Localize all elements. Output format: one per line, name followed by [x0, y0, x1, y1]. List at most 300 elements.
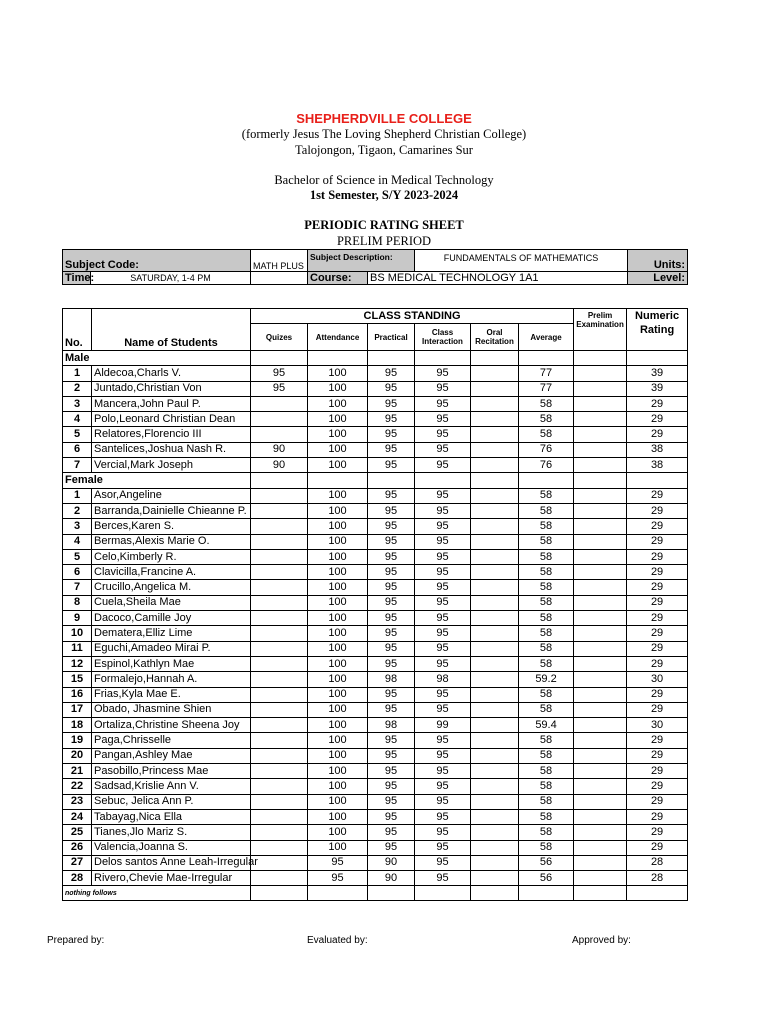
student-name: Clavicilla,Francine A. [92, 565, 251, 580]
period-title: PRELIM PERIOD [336, 234, 432, 248]
student-row [63, 718, 688, 733]
prelim-exam-cell [574, 825, 627, 840]
class-interaction-cell: 95 [415, 381, 471, 396]
average-cell: 58 [519, 779, 574, 794]
level-label: Level: [628, 272, 688, 285]
average-cell: 58 [519, 748, 574, 763]
prelim-exam-cell [574, 549, 627, 564]
average-cell: 76 [519, 442, 574, 457]
prelim-exam-cell [574, 672, 627, 687]
oral-recitation-cell [471, 702, 519, 717]
student-number: 23 [63, 794, 92, 809]
attendance-cell: 100 [308, 702, 368, 717]
student-row [63, 809, 688, 824]
student-name: Sebuc, Jelica Ann P. [92, 794, 251, 809]
average-cell: 58 [519, 809, 574, 824]
quiz-cell: 90 [251, 458, 308, 473]
oral-recitation-cell [471, 626, 519, 641]
oral-recitation-cell [471, 534, 519, 549]
quiz-cell: 90 [251, 442, 308, 457]
student-row [63, 534, 688, 549]
average-cell: 58 [519, 595, 574, 610]
student-number: 1 [63, 366, 92, 381]
prelim-exam-cell [574, 641, 627, 656]
student-number: 27 [63, 855, 92, 870]
practical-cell: 95 [368, 656, 415, 671]
oral-recitation-cell [471, 519, 519, 534]
quiz-cell [251, 641, 308, 656]
quiz-cell [251, 534, 308, 549]
numeric-rating-cell: 29 [627, 611, 688, 626]
student-number: 9 [63, 611, 92, 626]
quiz-cell [251, 718, 308, 733]
prelim-exam-cell [574, 779, 627, 794]
student-row [63, 565, 688, 580]
prelim-exam-cell [574, 748, 627, 763]
quiz-cell [251, 779, 308, 794]
quiz-cell: 95 [251, 366, 308, 381]
units-label: Units: [628, 250, 688, 272]
practical-cell: 95 [368, 565, 415, 580]
student-name: Frias,Kyla Mae E. [92, 687, 251, 702]
attendance-cell: 100 [308, 442, 368, 457]
student-name: Eguchi,Amadeo Mirai P. [92, 641, 251, 656]
prelim-exam-cell [574, 458, 627, 473]
student-row [63, 702, 688, 717]
practical-cell: 95 [368, 442, 415, 457]
prelim-exam-cell [574, 503, 627, 518]
numeric-rating-cell: 29 [627, 519, 688, 534]
class-interaction-cell: 95 [415, 871, 471, 886]
practical-cell: 95 [368, 611, 415, 626]
oral-recitation-cell [471, 641, 519, 656]
student-row [63, 871, 688, 886]
average-cell: 58 [519, 565, 574, 580]
average-cell: 59.4 [519, 718, 574, 733]
quiz-cell [251, 855, 308, 870]
subject-description-label: Subject Description: [308, 250, 415, 272]
practical-cell: 95 [368, 641, 415, 656]
average-cell: 58 [519, 412, 574, 427]
quiz-cell [251, 519, 308, 534]
numeric-rating-cell: 29 [627, 779, 688, 794]
prelim-exam-cell [574, 580, 627, 595]
quiz-cell [251, 580, 308, 595]
numeric-rating-cell: 29 [627, 488, 688, 503]
class-interaction-cell: 95 [415, 534, 471, 549]
student-row [63, 840, 688, 855]
attendance-cell: 100 [308, 488, 368, 503]
student-name: Santelices,Joshua Nash R. [92, 442, 251, 457]
class-interaction-cell: 95 [415, 503, 471, 518]
attendance-cell: 100 [308, 366, 368, 381]
student-number: 2 [63, 503, 92, 518]
student-name: Pasobillo,Princess Mae [92, 764, 251, 779]
prelim-exam-cell [574, 442, 627, 457]
student-row [63, 412, 688, 427]
student-row [63, 442, 688, 457]
numeric-rating-cell: 29 [627, 809, 688, 824]
oral-recitation-cell [471, 565, 519, 580]
numeric-rating-cell: 29 [627, 595, 688, 610]
student-name: Celo,Kimberly R. [92, 549, 251, 564]
average-cell: 58 [519, 656, 574, 671]
student-name: Pangan,Ashley Mae [92, 748, 251, 763]
practical-cell: 95 [368, 381, 415, 396]
student-name: Crucillo,Angelica M. [92, 580, 251, 595]
attendance-cell: 100 [308, 381, 368, 396]
class-interaction-cell: 95 [415, 733, 471, 748]
average-cell: 58 [519, 503, 574, 518]
student-number: 24 [63, 809, 92, 824]
practical-cell: 95 [368, 595, 415, 610]
average-cell: 58 [519, 687, 574, 702]
class-interaction-cell: 95 [415, 366, 471, 381]
col-numeric-rating-header: Numeric Rating [627, 309, 688, 351]
class-interaction-cell: 95 [415, 458, 471, 473]
student-name: Dematera,Elliz Lime [92, 626, 251, 641]
numeric-rating-cell: 29 [627, 702, 688, 717]
prelim-exam-cell [574, 871, 627, 886]
student-row [63, 458, 688, 473]
quiz-cell [251, 702, 308, 717]
numeric-rating-cell: 30 [627, 718, 688, 733]
attendance-cell: 100 [308, 656, 368, 671]
student-name: Valencia,Joanna S. [92, 840, 251, 855]
numeric-rating-cell: 29 [627, 565, 688, 580]
practical-cell: 95 [368, 702, 415, 717]
numeric-rating-cell: 29 [627, 840, 688, 855]
prelim-exam-cell [574, 687, 627, 702]
col-no-header: No. [63, 309, 92, 351]
numeric-rating-cell: 29 [627, 534, 688, 549]
student-row [63, 825, 688, 840]
practical-cell: 95 [368, 626, 415, 641]
practical-cell: 95 [368, 534, 415, 549]
col-prelim-exam-header: Prelim Examination [574, 309, 627, 351]
student-number: 28 [63, 871, 92, 886]
nothing-follows-note: nothing follows [63, 886, 251, 901]
practical-cell: 98 [368, 718, 415, 733]
class-interaction-cell: 95 [415, 840, 471, 855]
attendance-cell: 100 [308, 611, 368, 626]
student-number: 4 [63, 412, 92, 427]
numeric-rating-cell: 29 [627, 748, 688, 763]
student-row [63, 626, 688, 641]
quiz-cell [251, 427, 308, 442]
numeric-rating-cell: 39 [627, 381, 688, 396]
attendance-cell: 100 [308, 503, 368, 518]
numeric-rating-cell: 29 [627, 733, 688, 748]
average-cell: 58 [519, 794, 574, 809]
student-name: Relatores,Florencio III [92, 427, 251, 442]
quiz-cell [251, 871, 308, 886]
oral-recitation-cell [471, 580, 519, 595]
oral-recitation-cell [471, 672, 519, 687]
numeric-rating-cell: 39 [627, 366, 688, 381]
quiz-cell [251, 656, 308, 671]
average-cell: 58 [519, 764, 574, 779]
quiz-cell [251, 412, 308, 427]
class-interaction-cell: 95 [415, 656, 471, 671]
student-number: 6 [63, 565, 92, 580]
attendance-cell: 100 [308, 733, 368, 748]
prelim-exam-cell [574, 381, 627, 396]
student-number: 20 [63, 748, 92, 763]
practical-cell: 95 [368, 825, 415, 840]
class-interaction-cell: 95 [415, 748, 471, 763]
time-value: SATURDAY, 1-4 PM [91, 272, 251, 285]
student-row [63, 396, 688, 411]
prelim-exam-cell [574, 840, 627, 855]
numeric-rating-cell: 38 [627, 458, 688, 473]
average-cell: 77 [519, 381, 574, 396]
numeric-rating-cell: 29 [627, 549, 688, 564]
average-cell: 58 [519, 488, 574, 503]
quiz-cell [251, 565, 308, 580]
student-name: Paga,Chrisselle [92, 733, 251, 748]
attendance-cell: 100 [308, 396, 368, 411]
oral-recitation-cell [471, 595, 519, 610]
approved-by-label: Approved by: [572, 935, 631, 946]
class-interaction-cell: 95 [415, 626, 471, 641]
practical-cell: 95 [368, 427, 415, 442]
attendance-cell: 100 [308, 687, 368, 702]
grades-table [62, 308, 688, 901]
class-standing-header: CLASS STANDING [251, 309, 574, 324]
average-cell: 58 [519, 534, 574, 549]
student-number: 5 [63, 549, 92, 564]
student-number: 5 [63, 427, 92, 442]
practical-cell: 95 [368, 779, 415, 794]
student-name: Dacoco,Camille Joy [92, 611, 251, 626]
numeric-rating-cell: 30 [627, 672, 688, 687]
attendance-cell: 100 [308, 534, 368, 549]
average-cell: 58 [519, 580, 574, 595]
student-row [63, 549, 688, 564]
student-number: 18 [63, 718, 92, 733]
col-practical-header: Practical [368, 324, 415, 351]
oral-recitation-cell [471, 381, 519, 396]
prelim-exam-cell [574, 764, 627, 779]
numeric-rating-cell: 29 [627, 794, 688, 809]
class-interaction-cell: 95 [415, 396, 471, 411]
oral-recitation-cell [471, 412, 519, 427]
col-oral-recitation-header: Oral Recitation [471, 324, 519, 351]
practical-cell: 95 [368, 366, 415, 381]
oral-recitation-cell [471, 366, 519, 381]
oral-recitation-cell [471, 855, 519, 870]
student-name: Vercial,Mark Joseph [92, 458, 251, 473]
oral-recitation-cell [471, 396, 519, 411]
prelim-exam-cell [574, 611, 627, 626]
oral-recitation-cell [471, 503, 519, 518]
student-number: 8 [63, 595, 92, 610]
average-cell: 58 [519, 611, 574, 626]
student-number: 7 [63, 580, 92, 595]
program-name: Bachelor of Science in Medical Technology [274, 173, 494, 187]
numeric-rating-cell: 29 [627, 687, 688, 702]
prelim-exam-cell [574, 656, 627, 671]
oral-recitation-cell [471, 779, 519, 794]
attendance-cell: 100 [308, 840, 368, 855]
numeric-rating-cell: 38 [627, 442, 688, 457]
prelim-exam-cell [574, 626, 627, 641]
student-number: 2 [63, 381, 92, 396]
average-cell: 56 [519, 855, 574, 870]
attendance-cell: 100 [308, 519, 368, 534]
student-name: Sadsad,Krislie Ann V. [92, 779, 251, 794]
practical-cell: 95 [368, 396, 415, 411]
attendance-cell: 100 [308, 458, 368, 473]
class-interaction-cell: 95 [415, 611, 471, 626]
practical-cell: 95 [368, 840, 415, 855]
student-number: 6 [63, 442, 92, 457]
student-row [63, 748, 688, 763]
class-interaction-cell: 95 [415, 809, 471, 824]
numeric-rating-cell: 28 [627, 855, 688, 870]
oral-recitation-cell [471, 718, 519, 733]
attendance-cell: 100 [308, 809, 368, 824]
student-name: Asor,Angeline [92, 488, 251, 503]
quiz-cell [251, 764, 308, 779]
average-cell: 58 [519, 702, 574, 717]
oral-recitation-cell [471, 549, 519, 564]
average-cell: 77 [519, 366, 574, 381]
prepared-by-label: Prepared by: [47, 935, 105, 946]
prelim-exam-cell [574, 519, 627, 534]
class-interaction-cell: 95 [415, 488, 471, 503]
subject-description-value: FUNDAMENTALS OF MATHEMATICS [415, 250, 628, 272]
average-cell: 58 [519, 427, 574, 442]
quiz-cell [251, 626, 308, 641]
student-name: Tianes,Jlo Mariz S. [92, 825, 251, 840]
class-interaction-cell: 95 [415, 549, 471, 564]
attendance-cell: 100 [308, 412, 368, 427]
male-section-label: Male [63, 351, 251, 366]
class-interaction-cell: 98 [415, 672, 471, 687]
time-label: Time: [63, 272, 91, 285]
student-number: 25 [63, 825, 92, 840]
oral-recitation-cell [471, 871, 519, 886]
practical-cell: 95 [368, 794, 415, 809]
average-cell: 58 [519, 641, 574, 656]
quiz-cell [251, 687, 308, 702]
quiz-cell [251, 794, 308, 809]
class-interaction-cell: 95 [415, 779, 471, 794]
average-cell: 58 [519, 825, 574, 840]
attendance-cell: 100 [308, 794, 368, 809]
class-interaction-cell: 99 [415, 718, 471, 733]
student-name: Formalejo,Hannah A. [92, 672, 251, 687]
student-name: Aldecoa,Charls V. [92, 366, 251, 381]
attendance-cell: 100 [308, 779, 368, 794]
college-former-name: (formerly Jesus The Loving Shepherd Christian College) [241, 127, 527, 141]
attendance-cell: 95 [308, 855, 368, 870]
oral-recitation-cell [471, 748, 519, 763]
oral-recitation-cell [471, 733, 519, 748]
oral-recitation-cell [471, 442, 519, 457]
student-row [63, 580, 688, 595]
practical-cell: 95 [368, 733, 415, 748]
oral-recitation-cell [471, 488, 519, 503]
student-number: 3 [63, 396, 92, 411]
prelim-exam-cell [574, 809, 627, 824]
oral-recitation-cell [471, 809, 519, 824]
col-average-header: Average [519, 324, 574, 351]
student-row [63, 595, 688, 610]
student-row [63, 779, 688, 794]
course-value: BS MEDICAL TECHNOLOGY 1A1 [368, 272, 628, 285]
numeric-rating-cell: 29 [627, 626, 688, 641]
attendance-cell: 100 [308, 565, 368, 580]
numeric-rating-cell: 28 [627, 871, 688, 886]
oral-recitation-cell [471, 764, 519, 779]
student-name: Tabayag,Nica Ella [92, 809, 251, 824]
student-name: Barranda,Dainielle Chieanne P. [92, 503, 251, 518]
college-name: SHEPHERDVILLE COLLEGE [296, 111, 472, 126]
numeric-rating-cell: 29 [627, 580, 688, 595]
student-row [63, 656, 688, 671]
oral-recitation-cell [471, 427, 519, 442]
practical-cell: 95 [368, 764, 415, 779]
student-row [63, 672, 688, 687]
student-row [63, 733, 688, 748]
numeric-rating-cell: 29 [627, 412, 688, 427]
average-cell: 58 [519, 396, 574, 411]
class-interaction-cell: 95 [415, 794, 471, 809]
student-row [63, 519, 688, 534]
student-name: Bermas,Alexis Marie O. [92, 534, 251, 549]
student-number: 21 [63, 764, 92, 779]
student-row [63, 366, 688, 381]
attendance-cell: 100 [308, 427, 368, 442]
prelim-exam-cell [574, 733, 627, 748]
quiz-cell [251, 488, 308, 503]
quiz-cell [251, 825, 308, 840]
quiz-cell [251, 549, 308, 564]
college-address: Talojongon, Tigaon, Camarines Sur [295, 143, 473, 157]
sheet-title: PERIODIC RATING SHEET [304, 218, 464, 232]
student-name: Polo,Leonard Christian Dean [92, 412, 251, 427]
numeric-rating-cell: 29 [627, 503, 688, 518]
student-number: 22 [63, 779, 92, 794]
subject-code-label: Subject Code: [63, 250, 251, 272]
student-row [63, 855, 688, 870]
student-number: 12 [63, 656, 92, 671]
average-cell: 58 [519, 626, 574, 641]
student-name: Berces,Karen S. [92, 519, 251, 534]
numeric-rating-cell: 29 [627, 825, 688, 840]
semester: 1st Semester, S/Y 2023-2024 [309, 188, 459, 202]
average-cell: 58 [519, 733, 574, 748]
subject-info-table [62, 249, 688, 285]
course-label: Course: [308, 272, 368, 285]
prelim-exam-cell [574, 488, 627, 503]
attendance-cell: 95 [308, 871, 368, 886]
prelim-exam-cell [574, 718, 627, 733]
student-name: Espinol,Kathlyn Mae [92, 656, 251, 671]
student-row [63, 687, 688, 702]
quiz-cell [251, 672, 308, 687]
average-cell: 59.2 [519, 672, 574, 687]
quiz-cell: 95 [251, 381, 308, 396]
col-quizes-header: Quizes [251, 324, 308, 351]
practical-cell: 95 [368, 458, 415, 473]
student-row [63, 641, 688, 656]
oral-recitation-cell [471, 825, 519, 840]
student-number: 10 [63, 626, 92, 641]
